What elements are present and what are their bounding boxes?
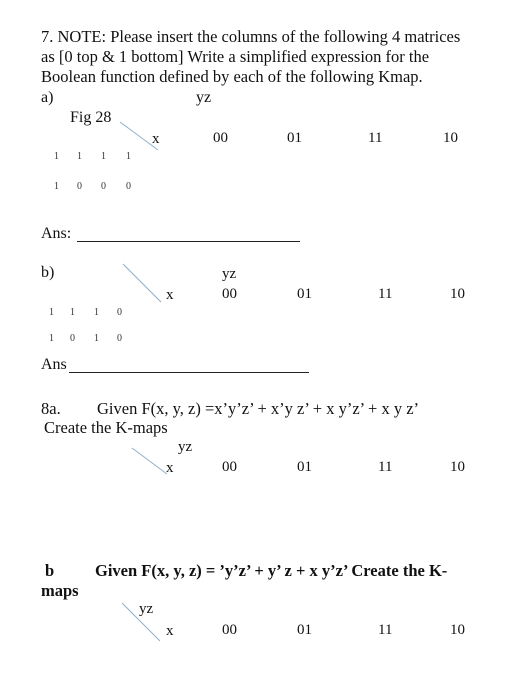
q7a-cell: 1 [77,151,82,162]
q8a-given: Given F(x, y, z) =x’y’z’ + x’y z’ + x y’z’ + x y z’ [97,399,420,418]
q7a-col-header: 10 [443,130,458,146]
q7a-col-header: 11 [368,130,383,146]
q7a-yz-label: yz [196,89,212,106]
q7b-x-label: x [166,287,174,303]
q7a-col-header: 00 [213,130,228,146]
q7-line-1: 7. NOTE: Please insert the columns of the following 4 matrices [41,27,461,46]
q7b-yz-label: yz [222,266,237,282]
q8a-col-header: 10 [450,459,465,475]
q8a-create-text: Create the K-maps [44,418,168,437]
q8a-yz-label: yz [178,439,193,455]
q8b-given: Given F(x, y, z) = ’y’z’ + y’ z + x y’z’ Create the K- [95,561,448,580]
q7b-col-header: 11 [378,286,393,302]
q8b-col-header: 01 [297,622,312,638]
q8b-col-header: 10 [450,622,465,638]
q7b-cell: 0 [117,333,122,344]
q7-line-2: as [0 top & 1 bottom] Write a simplified expression for the [41,47,430,66]
q8b-x-label: x [166,623,174,639]
q7b-cell: 0 [70,333,75,344]
q7a-label: a) [41,89,54,106]
q7a-cell: 1 [126,151,131,162]
q7a-cell: 0 [101,181,106,192]
q7b-kmap-diagonal [121,262,166,304]
q8a-col-header: 01 [297,459,312,475]
q7b-label: b) [41,264,55,281]
q7a-cell: 1 [54,181,59,192]
q7b-col-header: 01 [297,286,312,302]
q8a-col-header: 11 [378,459,393,475]
q8b-maps-text: maps [41,581,79,600]
q7b-cell: 1 [94,307,99,318]
q7a-cell: 1 [101,151,106,162]
q8b-label: b [45,561,55,580]
q8a-label: 8a. [41,399,61,418]
q7b-col-header: 10 [450,286,465,302]
q7b-col-header: 00 [222,286,237,302]
q8b-col-header: 11 [378,622,393,638]
q7b-cell: 1 [94,333,99,344]
q7b-answer-label: Ans [41,356,67,373]
q7b-answer-blank[interactable] [69,372,309,373]
q7b-cell: 0 [117,307,122,318]
q8b-kmap-diagonal [120,601,165,643]
q7a-cell: 1 [54,151,59,162]
q7a-figure-label: Fig 28 [70,109,112,126]
q8b-col-header: 00 [222,622,237,638]
q7a-cell: 0 [77,181,82,192]
q7b-cell: 1 [49,307,54,318]
q7a-answer-blank[interactable] [77,241,300,242]
q7a-col-header: 01 [287,130,302,146]
q7b-cell: 1 [49,333,54,344]
q8a-x-label: x [166,460,174,476]
q8a-col-header: 00 [222,459,237,475]
q7-line-3: Boolean function defined by each of the following Kmap. [41,67,423,86]
q7a-cell: 0 [126,181,131,192]
q7b-cell: 1 [70,307,75,318]
q7a-x-label: x [152,131,160,147]
q8b-yz-label: yz [139,601,154,617]
q7a-answer-label: Ans: [41,225,72,242]
q8a-kmap-diagonal [130,446,170,476]
